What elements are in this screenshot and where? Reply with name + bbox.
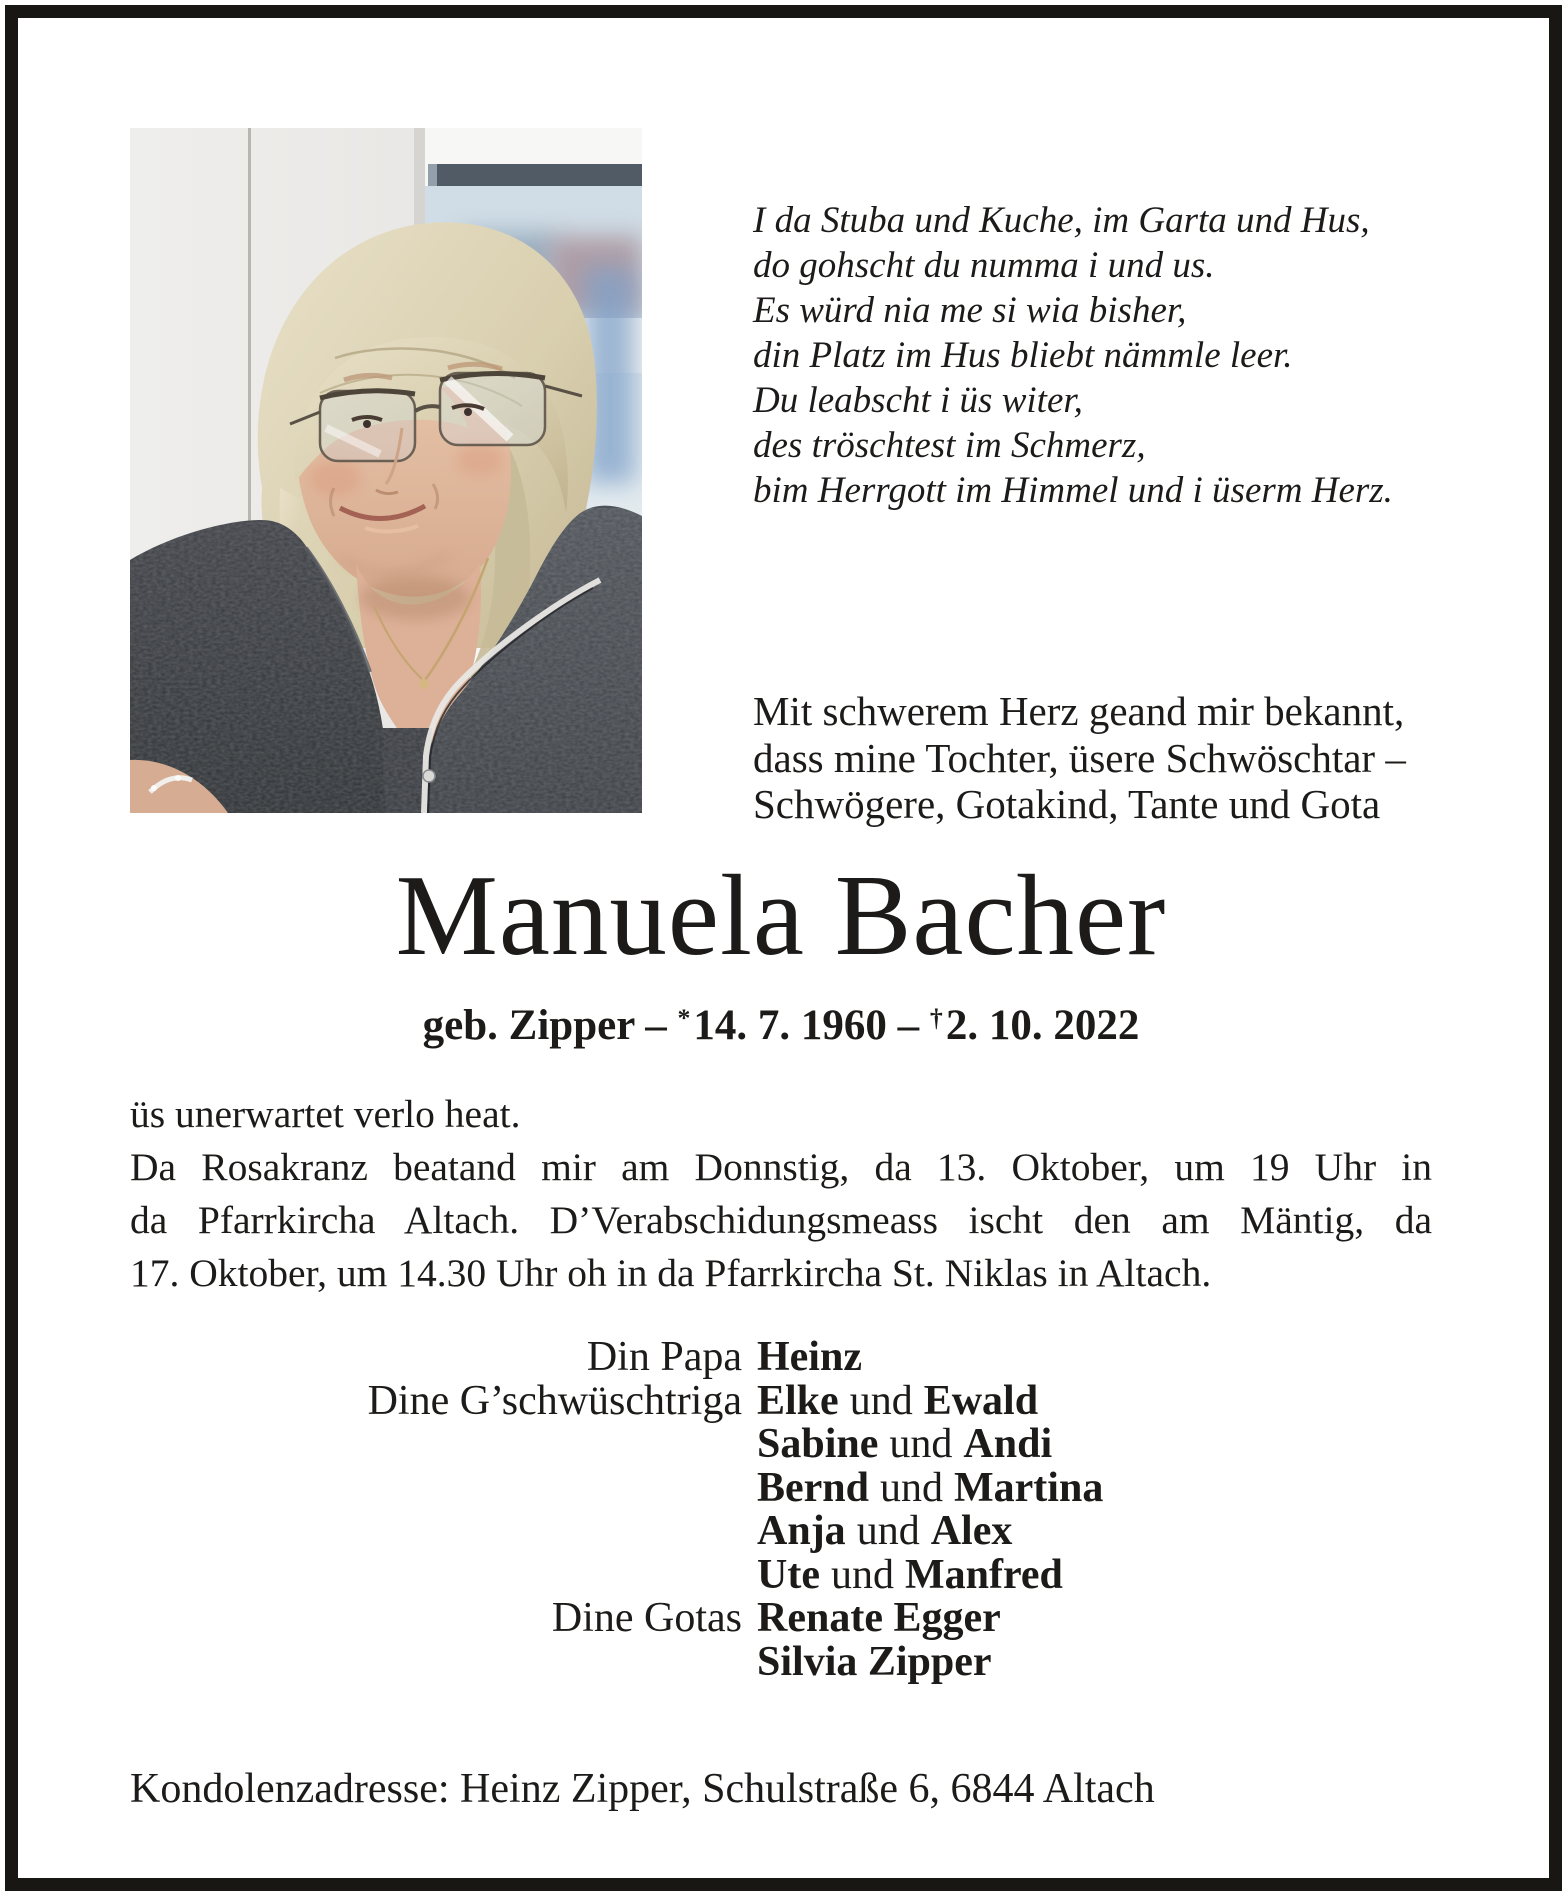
mourner-row xyxy=(130,1551,1432,1598)
mourner-names xyxy=(757,1336,862,1380)
mourner-names xyxy=(757,1464,1104,1511)
mourner-relation xyxy=(130,1467,742,1511)
mourner-name: Anja xyxy=(757,1508,846,1554)
mourner-relation xyxy=(130,1377,742,1424)
blush-right xyxy=(456,444,504,476)
body-line-2: Da Rosakranz beatand mir am Donnstig, da 13. Oktober, um 19 Uhr in xyxy=(130,1145,1432,1189)
poem-line: do gohscht du numma i und us. xyxy=(753,245,1215,286)
eye-right-pupil xyxy=(464,408,472,416)
mourner-name: Martina xyxy=(954,1464,1104,1511)
mourner-name: Sabine xyxy=(757,1421,879,1467)
announcement-line: Schwögere, Gotakind, Tante und Gota xyxy=(753,781,1381,827)
mourner-name: Ute xyxy=(757,1551,820,1598)
birth-star-symbol: * xyxy=(677,1003,691,1033)
mourner-name: Silvia Zipper xyxy=(757,1638,992,1685)
eye-left-pupil xyxy=(363,420,371,428)
mourner-row xyxy=(130,1597,1432,1641)
mourner-name: Renate Egger xyxy=(757,1595,1001,1641)
transom-bar-end xyxy=(428,164,437,186)
conjunction: und xyxy=(889,1421,953,1467)
mourner-name: Manfred xyxy=(904,1551,1063,1598)
mourner-name: Bernd xyxy=(757,1464,870,1511)
relation-label: Din Papa xyxy=(586,1334,742,1380)
mourner-row xyxy=(130,1336,1432,1380)
necklace-pendant xyxy=(419,679,429,689)
birth-death-dates xyxy=(130,1002,1432,1049)
conjunction: und xyxy=(849,1377,913,1424)
poem-line: din Platz im Hus bliebt nämmle leer. xyxy=(753,335,1293,376)
mourner-row xyxy=(130,1423,1432,1467)
mourner-relation xyxy=(130,1510,742,1554)
mourner-name: Heinz xyxy=(757,1334,862,1380)
portrait-photo xyxy=(130,128,642,813)
window-transom-bar xyxy=(428,164,642,186)
zipper-pull xyxy=(423,770,435,782)
poem-line: Du leabscht i üs witer, xyxy=(753,380,1083,421)
blush-left xyxy=(309,460,361,496)
mourner-names xyxy=(757,1597,1001,1641)
mourners-list xyxy=(130,1336,1432,1684)
death-date: 2. 10. 2022 xyxy=(945,1002,1140,1049)
bracelet-sparkle-1 xyxy=(151,785,157,791)
relation-label: Dine G’schwüschtriga xyxy=(367,1377,742,1424)
mourner-relation xyxy=(130,1597,742,1641)
body-line-4: 17. Oktober, um 14.30 Uhr oh in da Pfarrkircha St. Niklas in Altach. xyxy=(130,1251,1212,1295)
mourner-relation xyxy=(130,1641,742,1685)
poem-line: des tröschtest im Schmerz, xyxy=(753,425,1146,466)
mourner-names xyxy=(757,1377,1039,1424)
mourner-names xyxy=(757,1551,1063,1598)
portrait-photo-illustration xyxy=(130,128,642,813)
mourner-row xyxy=(130,1510,1432,1554)
memorial-poem xyxy=(753,198,1453,513)
mourner-names xyxy=(757,1510,1012,1554)
poem-line: I da Stuba und Kuche, im Garta und Hus, xyxy=(753,200,1370,241)
bracelet-sparkle-2 xyxy=(175,775,181,781)
conjunction: und xyxy=(880,1464,944,1511)
mourner-relation xyxy=(130,1423,742,1467)
mourner-relation xyxy=(130,1336,742,1380)
funeral-details xyxy=(130,1088,1432,1300)
conjunction: und xyxy=(856,1508,920,1554)
death-cross-symbol: † xyxy=(929,1003,943,1033)
death-announcement xyxy=(753,688,1463,828)
relation-label: Dine Gotas xyxy=(551,1595,742,1641)
body-line-3: da Pfarrkircha Altach. D’Verabschidungsmeass ischt den am Mäntig, da xyxy=(130,1198,1432,1242)
conjunction: und xyxy=(830,1551,894,1598)
mourner-row xyxy=(130,1638,1432,1685)
mourner-row xyxy=(130,1464,1432,1511)
mourner-names xyxy=(757,1638,992,1685)
condolence-address: Kondolenzadresse: Heinz Zipper, Schulstraße 6, 6844 Altach xyxy=(130,1766,1155,1812)
mourner-names xyxy=(757,1423,1052,1467)
wall-seam-line xyxy=(248,128,251,528)
body-line-1: üs unerwartet verlo heat. xyxy=(130,1092,521,1136)
announcement-line: dass mine Tochter, üsere Schwöschtar – xyxy=(753,734,1406,781)
announcement-line: Mit schwerem Herz geand mir bekannt, xyxy=(753,688,1405,734)
deceased-name: Manuela Bacher xyxy=(395,852,1167,979)
mourner-name: Ewald xyxy=(923,1377,1039,1424)
poem-line: bim Herrgott im Himmel und i üserm Herz. xyxy=(753,470,1393,511)
mourner-name: Alex xyxy=(930,1508,1013,1554)
birth-date: 14. 7. 1960 – xyxy=(693,1002,930,1049)
mourner-relation xyxy=(130,1554,742,1598)
maiden-name: geb. Zipper – xyxy=(422,1002,678,1049)
mourner-name: Andi xyxy=(963,1421,1053,1467)
poem-line: Es würd nia me si wia bisher, xyxy=(753,290,1187,331)
mourner-row xyxy=(130,1377,1432,1424)
mourner-name: Elke xyxy=(757,1377,839,1424)
